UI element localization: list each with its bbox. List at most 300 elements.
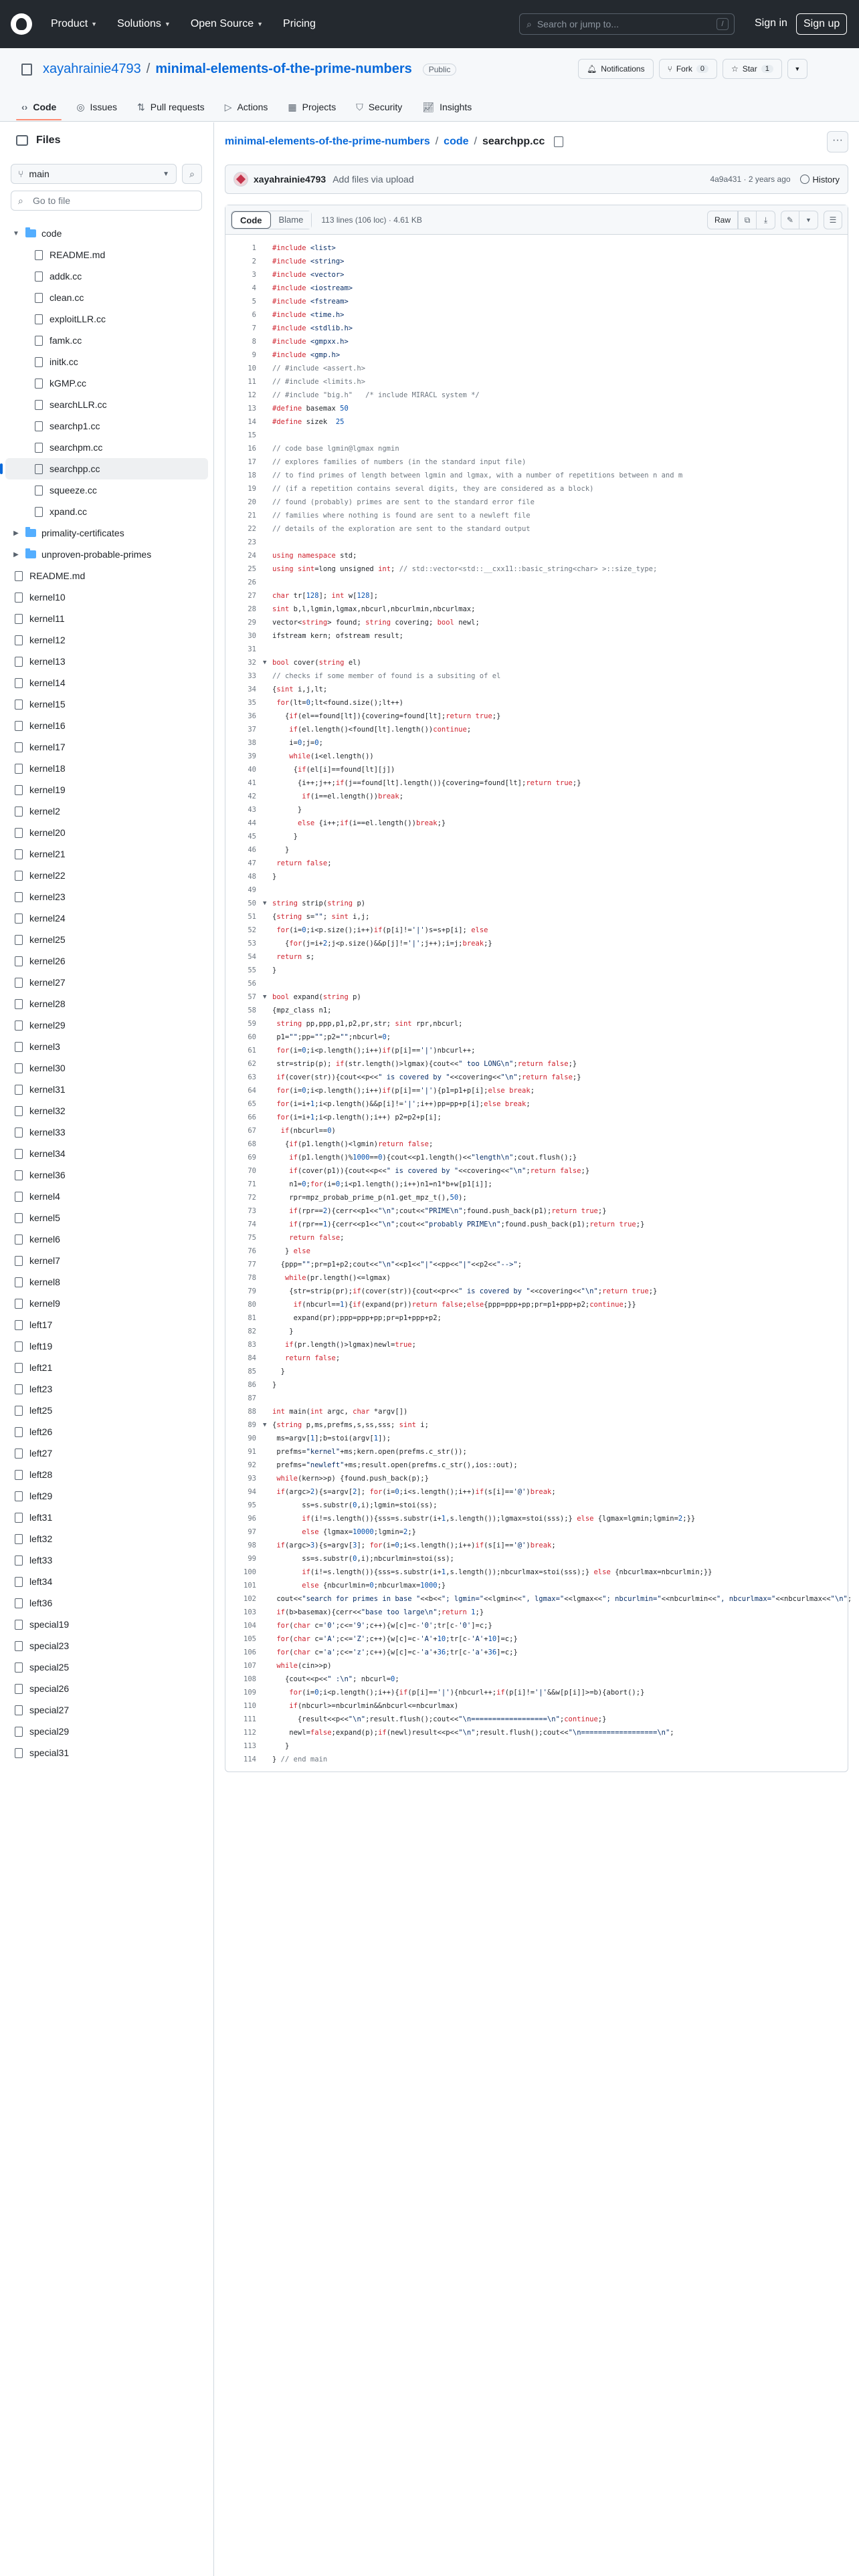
line-number[interactable]: 81 (248, 1314, 256, 1322)
line-number[interactable]: 89 (248, 1421, 256, 1429)
code-text: bool expand(string p) (272, 993, 361, 1001)
breadcrumb-repo-link[interactable]: minimal-elements-of-the-prime-numbers (225, 136, 430, 147)
tree-file[interactable] (0, 779, 213, 800)
line-number[interactable]: 69 (248, 1154, 256, 1162)
tree-item-label: left28 (29, 1469, 53, 1480)
code-line (225, 897, 848, 910)
line-number[interactable]: 104 (244, 1622, 256, 1630)
tree-item-label: special23 (29, 1640, 70, 1651)
line-number[interactable]: 94 (248, 1488, 256, 1496)
sign-in-link[interactable]: Sign in (755, 17, 787, 29)
line-number[interactable]: 101 (244, 1582, 256, 1590)
notifications-button[interactable] (578, 59, 654, 79)
line-number[interactable]: 111 (244, 1715, 256, 1723)
line-number[interactable]: 114 (244, 1755, 256, 1763)
repo-name-link[interactable]: minimal-elements-of-the-prime-numbers (155, 62, 412, 76)
code-text: ss=s.substr(0,i);nbcurlmin=stoi(ss); (272, 1555, 454, 1563)
line-number[interactable]: 61 (248, 1047, 256, 1055)
code-line (225, 1579, 848, 1592)
tree-file[interactable] (0, 1378, 213, 1400)
tab-issues[interactable] (76, 94, 117, 120)
line-number[interactable]: 77 (248, 1261, 256, 1269)
tree-file[interactable] (0, 330, 213, 351)
tree-file[interactable] (0, 1057, 213, 1079)
tree-file[interactable] (0, 287, 213, 308)
tab-label: Code (33, 102, 57, 112)
branch-selector[interactable] (11, 164, 177, 184)
tab-insights[interactable] (422, 94, 472, 120)
go-to-file-input[interactable]: ⌕ Go to file (11, 191, 202, 211)
tree-file[interactable] (0, 1228, 213, 1250)
commit-hash-link[interactable]: 4a9a431 · 2 years ago (710, 175, 791, 184)
tab-label: Issues (90, 102, 118, 112)
line-number[interactable]: 40 (248, 766, 256, 774)
code-line (225, 402, 848, 415)
tree-file[interactable] (0, 907, 213, 929)
tree-file[interactable] (0, 1528, 213, 1549)
tree-item-label: special27 (29, 1705, 70, 1715)
tree-file[interactable] (0, 265, 213, 287)
tree-file[interactable] (0, 758, 213, 779)
tree-file[interactable] (0, 1250, 213, 1271)
line-number[interactable]: 31 (248, 645, 256, 653)
tab-actions[interactable] (225, 94, 268, 120)
tab-label: Security (368, 102, 403, 112)
tree-file[interactable] (0, 244, 213, 265)
code-text: // #include <assert.h> (272, 364, 366, 372)
chevron-down-icon[interactable]: ▼ (799, 211, 818, 229)
code-text: else {lgmax=10000;lgmin=2;} (302, 1528, 416, 1536)
tree-file[interactable] (0, 843, 213, 865)
code-line (225, 616, 848, 629)
nav-solutions[interactable] (117, 18, 171, 30)
tree-file[interactable] (0, 1014, 213, 1036)
line-number[interactable]: 46 (248, 846, 256, 854)
line-number[interactable]: 36 (248, 712, 256, 720)
tree-file[interactable] (0, 865, 213, 886)
line-number[interactable]: 20 (248, 498, 256, 506)
line-number[interactable]: 5 (252, 298, 256, 306)
code-view-button[interactable]: Code (231, 211, 271, 229)
line-number[interactable]: 75 (248, 1234, 256, 1242)
line-number[interactable]: 110 (244, 1702, 256, 1710)
line-number[interactable]: 79 (248, 1287, 256, 1295)
line-number[interactable]: 32 (248, 659, 256, 667)
file-icon (15, 1470, 23, 1480)
breadcrumb-folder-link[interactable]: code (444, 136, 469, 147)
line-number[interactable]: 50 (248, 899, 256, 907)
tree-file[interactable] (0, 351, 213, 372)
line-number[interactable]: 15 (248, 431, 256, 439)
file-icon (15, 935, 23, 945)
commit-author-link[interactable]: xayahrainie4793 (254, 174, 326, 185)
line-number[interactable]: 85 (248, 1368, 256, 1376)
line-number[interactable]: 37 (248, 726, 256, 734)
line-number[interactable]: 22 (248, 525, 256, 533)
tree-file[interactable] (0, 1314, 213, 1335)
tree-file[interactable] (0, 1036, 213, 1057)
line-number[interactable]: 45 (248, 833, 256, 841)
file-icon (35, 336, 43, 346)
code-text: } (272, 1327, 294, 1335)
tree-file[interactable] (0, 1121, 213, 1143)
tree-file[interactable] (0, 1656, 213, 1678)
line-number[interactable]: 58 (248, 1006, 256, 1014)
line-number[interactable]: 19 (248, 485, 256, 493)
line-number[interactable]: 13 (248, 405, 256, 413)
tree-file[interactable] (0, 1464, 213, 1485)
line-number[interactable]: 3 (252, 271, 256, 279)
line-number[interactable]: 76 (248, 1247, 256, 1255)
line-number[interactable]: 24 (248, 552, 256, 560)
tree-file[interactable] (0, 1293, 213, 1314)
breadcrumb-separator: / (474, 136, 477, 147)
line-number[interactable]: 67 (248, 1127, 256, 1135)
tree-file[interactable] (0, 565, 213, 586)
github-logo-icon[interactable] (11, 13, 32, 35)
commit-message-link[interactable]: Add files via upload (332, 174, 414, 185)
line-number[interactable]: 49 (248, 886, 256, 894)
line-number[interactable]: 109 (244, 1689, 256, 1697)
tree-file[interactable] (0, 501, 213, 522)
nav-open-source[interactable] (191, 18, 263, 30)
line-number[interactable]: 51 (248, 913, 256, 921)
line-number[interactable]: 35 (248, 699, 256, 707)
code-text: if(argc>2){s=argv[2]; for(i=0;i<s.length();i++)if(s[i]=='@')break; (276, 1488, 556, 1496)
line-number[interactable]: 60 (248, 1033, 256, 1041)
tree-file[interactable] (0, 372, 213, 394)
code-line (225, 1111, 848, 1124)
code-line (225, 1031, 848, 1044)
line-number[interactable]: 18 (248, 471, 256, 479)
line-number[interactable]: 62 (248, 1060, 256, 1068)
line-number[interactable]: 39 (248, 752, 256, 760)
line-number[interactable]: 14 (248, 418, 256, 426)
tree-file[interactable] (0, 1614, 213, 1635)
tree-file[interactable] (0, 1592, 213, 1614)
tree-file[interactable] (0, 1271, 213, 1293)
star-button[interactable] (723, 59, 782, 79)
line-number[interactable]: 72 (248, 1194, 256, 1202)
file-icon (15, 1684, 23, 1694)
tree-file[interactable] (0, 1186, 213, 1207)
line-number[interactable]: 42 (248, 792, 256, 800)
tree-item-label: left27 (29, 1448, 53, 1459)
tab-security[interactable] (356, 94, 402, 120)
fold-chevron-icon[interactable]: ▼ (263, 659, 267, 666)
repo-tabs (21, 94, 472, 120)
tree-item-label: exploitLLR.cc (50, 314, 106, 324)
line-number[interactable]: 68 (248, 1140, 256, 1148)
line-number[interactable]: 70 (248, 1167, 256, 1175)
download-icon[interactable]: ⤓ (757, 211, 775, 229)
line-number[interactable]: 108 (244, 1675, 256, 1683)
tree-file[interactable] (0, 886, 213, 907)
line-number[interactable]: 30 (248, 632, 256, 640)
code-line (225, 1673, 848, 1686)
tree-file[interactable] (0, 415, 213, 437)
tab-projects[interactable] (288, 94, 336, 120)
tree-file[interactable] (0, 1699, 213, 1721)
line-number[interactable]: 57 (248, 993, 256, 1001)
line-number[interactable]: 87 (248, 1394, 256, 1402)
code-text: } (272, 806, 302, 814)
code-text: if(p1.length()%1000==0){cout<<p1.length()<<"length\n";cout.flush();} (289, 1154, 577, 1162)
tree-file[interactable] (0, 1421, 213, 1442)
line-number[interactable]: 64 (248, 1087, 256, 1095)
line-number[interactable]: 55 (248, 966, 256, 974)
tree-file[interactable] (0, 1742, 213, 1763)
line-number[interactable]: 97 (248, 1528, 256, 1536)
line-number[interactable]: 33 (248, 672, 256, 680)
folder-icon (25, 229, 36, 237)
line-number[interactable]: 7 (252, 324, 256, 332)
code-line (225, 1646, 848, 1659)
code-text: {string s=""; sint i,j; (272, 913, 370, 921)
code-text: using sint=long unsigned int; // std::vector<std::__cxx11::basic_string<char> >::size_type; (272, 565, 658, 573)
nav-product[interactable] (51, 18, 97, 30)
line-number[interactable]: 1 (252, 244, 256, 252)
line-number[interactable]: 59 (248, 1020, 256, 1028)
line-number[interactable]: 86 (248, 1381, 256, 1389)
line-number[interactable]: 4 (252, 284, 256, 292)
raw-button[interactable]: Raw (707, 211, 738, 229)
tree-file[interactable] (0, 1143, 213, 1164)
tree-file[interactable] (0, 1442, 213, 1464)
tree-file[interactable] (0, 308, 213, 330)
line-number[interactable]: 16 (248, 445, 256, 453)
tree-file[interactable] (0, 1549, 213, 1571)
tree-file[interactable] (0, 651, 213, 672)
line-number[interactable]: 10 (248, 364, 256, 372)
line-number[interactable]: 102 (244, 1595, 256, 1603)
line-number[interactable]: 17 (248, 458, 256, 466)
line-number[interactable]: 80 (248, 1301, 256, 1309)
line-number[interactable]: 41 (248, 779, 256, 787)
line-number[interactable]: 107 (244, 1662, 256, 1670)
tree-item-label: kernel7 (29, 1255, 60, 1266)
tree-file[interactable] (0, 1485, 213, 1507)
line-number[interactable]: 96 (248, 1515, 256, 1523)
tree-file[interactable] (0, 1164, 213, 1186)
global-header (0, 0, 859, 48)
tree-file[interactable] (0, 1571, 213, 1592)
tree-file[interactable] (0, 1678, 213, 1699)
line-number[interactable]: 54 (248, 953, 256, 961)
line-number[interactable]: 47 (248, 859, 256, 867)
repo-owner-link[interactable]: xayahrainie4793 (43, 62, 141, 76)
line-number[interactable]: 25 (248, 565, 256, 573)
code-text: newl=false;expand(p);if(newl)result<<p<<"\n";result.flush();cout<<"\n==================\n"; (272, 1729, 674, 1737)
tree-file[interactable] (0, 394, 213, 415)
line-number[interactable]: 90 (248, 1434, 256, 1442)
code-line (225, 562, 848, 576)
file-icon (35, 357, 43, 367)
sign-up-button[interactable]: Sign up (796, 13, 847, 35)
line-number[interactable]: 95 (248, 1501, 256, 1509)
line-number[interactable]: 6 (252, 311, 256, 319)
line-number[interactable]: 43 (248, 806, 256, 814)
line-number[interactable]: 91 (248, 1448, 256, 1456)
line-number[interactable]: 83 (248, 1341, 256, 1349)
tree-file[interactable] (0, 1100, 213, 1121)
global-search-input[interactable] (519, 13, 735, 35)
code-line (225, 937, 848, 950)
tree-folder[interactable] (0, 544, 213, 565)
tree-item-label: kernel4 (29, 1191, 60, 1202)
tree-file[interactable] (0, 586, 213, 608)
tree-file[interactable] (0, 929, 213, 950)
line-number[interactable]: 103 (244, 1608, 256, 1616)
code-text: #include <list> (272, 244, 336, 252)
tree-file[interactable] (0, 672, 213, 693)
code-line (225, 1311, 848, 1325)
avatar[interactable] (233, 172, 248, 187)
repo-icon (21, 64, 32, 76)
file-icon (35, 421, 43, 431)
tree-file[interactable] (0, 736, 213, 758)
visibility-badge: Public (423, 64, 457, 76)
line-number[interactable]: 98 (248, 1541, 256, 1549)
line-number[interactable]: 93 (248, 1475, 256, 1483)
line-number[interactable]: 84 (248, 1354, 256, 1362)
tree-item-label: left21 (29, 1362, 53, 1373)
line-number[interactable]: 100 (244, 1568, 256, 1576)
tree-file[interactable] (0, 1507, 213, 1528)
tree-item-label: left23 (29, 1384, 53, 1394)
tree-file[interactable] (0, 1079, 213, 1100)
code-line (225, 429, 848, 442)
nav-pricing[interactable] (283, 18, 316, 30)
fork-button[interactable] (659, 59, 717, 79)
tree-folder[interactable] (0, 223, 213, 244)
line-number[interactable]: 8 (252, 338, 256, 346)
chevron-down-icon: ▼ (163, 170, 169, 178)
symbols-panel-icon[interactable]: ☰ (824, 211, 842, 229)
tree-item-label: searchLLR.cc (50, 399, 107, 410)
line-number[interactable]: 88 (248, 1408, 256, 1416)
line-number[interactable]: 99 (248, 1555, 256, 1563)
line-number[interactable]: 53 (248, 940, 256, 948)
line-number[interactable]: 82 (248, 1327, 256, 1335)
line-number[interactable]: 106 (244, 1648, 256, 1656)
copy-icon[interactable]: ⧉ (738, 211, 757, 229)
tree-file[interactable] (0, 479, 213, 501)
tree-file[interactable] (0, 1357, 213, 1378)
line-number[interactable]: 78 (248, 1274, 256, 1282)
tree-file[interactable] (0, 993, 213, 1014)
line-number[interactable]: 34 (248, 685, 256, 693)
tree-file[interactable] (0, 950, 213, 972)
history-button[interactable] (800, 175, 840, 185)
line-number[interactable]: 26 (248, 578, 256, 586)
line-number[interactable]: 27 (248, 592, 256, 600)
line-number[interactable]: 52 (248, 926, 256, 934)
line-number[interactable]: 38 (248, 739, 256, 747)
line-number[interactable]: 66 (248, 1113, 256, 1121)
line-number[interactable]: 9 (252, 351, 256, 359)
line-number[interactable]: 23 (248, 538, 256, 546)
tree-file[interactable] (0, 715, 213, 736)
tree-file[interactable] (0, 800, 213, 822)
blame-view-button[interactable]: Blame (271, 211, 312, 229)
code-text: } else (272, 1247, 310, 1255)
tab-code[interactable] (21, 94, 56, 120)
tree-file[interactable] (0, 437, 213, 458)
tree-item-label: kernel18 (29, 763, 66, 774)
tree-file[interactable] (0, 972, 213, 993)
code-line (225, 603, 848, 616)
line-number[interactable]: 2 (252, 257, 256, 265)
nav-label: Solutions (117, 18, 161, 29)
tree-file[interactable] (0, 693, 213, 715)
sidebar-collapse-icon[interactable] (16, 135, 28, 146)
tree-file[interactable] (0, 1400, 213, 1421)
fold-chevron-icon[interactable]: ▼ (263, 994, 267, 1000)
tree-file[interactable] (0, 608, 213, 629)
line-number[interactable]: 29 (248, 619, 256, 627)
tree-item-label: clean.cc (50, 292, 84, 303)
fold-chevron-icon[interactable]: ▼ (263, 900, 267, 907)
code-line (225, 415, 848, 429)
code-text: return false; (284, 1354, 341, 1362)
line-number[interactable]: 92 (248, 1461, 256, 1469)
code-line (225, 241, 848, 255)
chevron-down-icon[interactable]: ▼ (13, 229, 19, 237)
tree-file[interactable] (0, 1335, 213, 1357)
line-number[interactable]: 12 (248, 391, 256, 399)
file-icon (15, 721, 23, 731)
tree-folder[interactable] (0, 522, 213, 544)
line-number[interactable]: 63 (248, 1073, 256, 1081)
tree-item-label: kernel26 (29, 956, 66, 966)
code-line (225, 1258, 848, 1271)
tree-file[interactable] (0, 1721, 213, 1742)
line-number[interactable]: 21 (248, 512, 256, 520)
line-number[interactable]: 73 (248, 1207, 256, 1215)
line-number[interactable]: 112 (244, 1729, 256, 1737)
line-number[interactable]: 56 (248, 980, 256, 988)
line-number[interactable]: 71 (248, 1180, 256, 1188)
tree-file[interactable] (0, 822, 213, 843)
line-number[interactable]: 48 (248, 873, 256, 881)
line-number[interactable]: 44 (248, 819, 256, 827)
code-text: n1=0;for(i=0;i<p1.length();i++)n1=n1*b+w[p1[i]]; (272, 1180, 492, 1188)
more-options-button[interactable]: ··· (827, 131, 848, 152)
tree-file[interactable] (0, 1635, 213, 1656)
search-icon[interactable]: ⌕ (182, 164, 202, 184)
fold-chevron-icon[interactable]: ▼ (263, 1422, 267, 1428)
code-text: for(char c='A';c<='Z';c++){w[c]=c-'A'+10;tr[c-'A'+10]=c;} (276, 1635, 518, 1643)
tree-file[interactable] (0, 1207, 213, 1228)
chevron-right-icon[interactable]: ▶ (13, 529, 19, 537)
copy-path-icon[interactable] (554, 136, 563, 147)
line-number[interactable]: 74 (248, 1220, 256, 1228)
tree-file[interactable] (0, 629, 213, 651)
tree-item-label: kernel12 (29, 635, 66, 645)
line-number[interactable]: 28 (248, 605, 256, 613)
star-dropdown-button[interactable] (787, 59, 807, 79)
tree-file[interactable] (5, 458, 208, 479)
chevron-right-icon[interactable]: ▶ (13, 550, 19, 558)
line-number[interactable]: 113 (244, 1742, 256, 1750)
pencil-icon[interactable]: ✎ (781, 211, 799, 229)
line-number[interactable]: 11 (248, 378, 256, 386)
line-number[interactable]: 105 (244, 1635, 256, 1643)
tab-pull-requests[interactable] (137, 94, 205, 120)
line-number[interactable]: 65 (248, 1100, 256, 1108)
file-icon (15, 1513, 23, 1523)
